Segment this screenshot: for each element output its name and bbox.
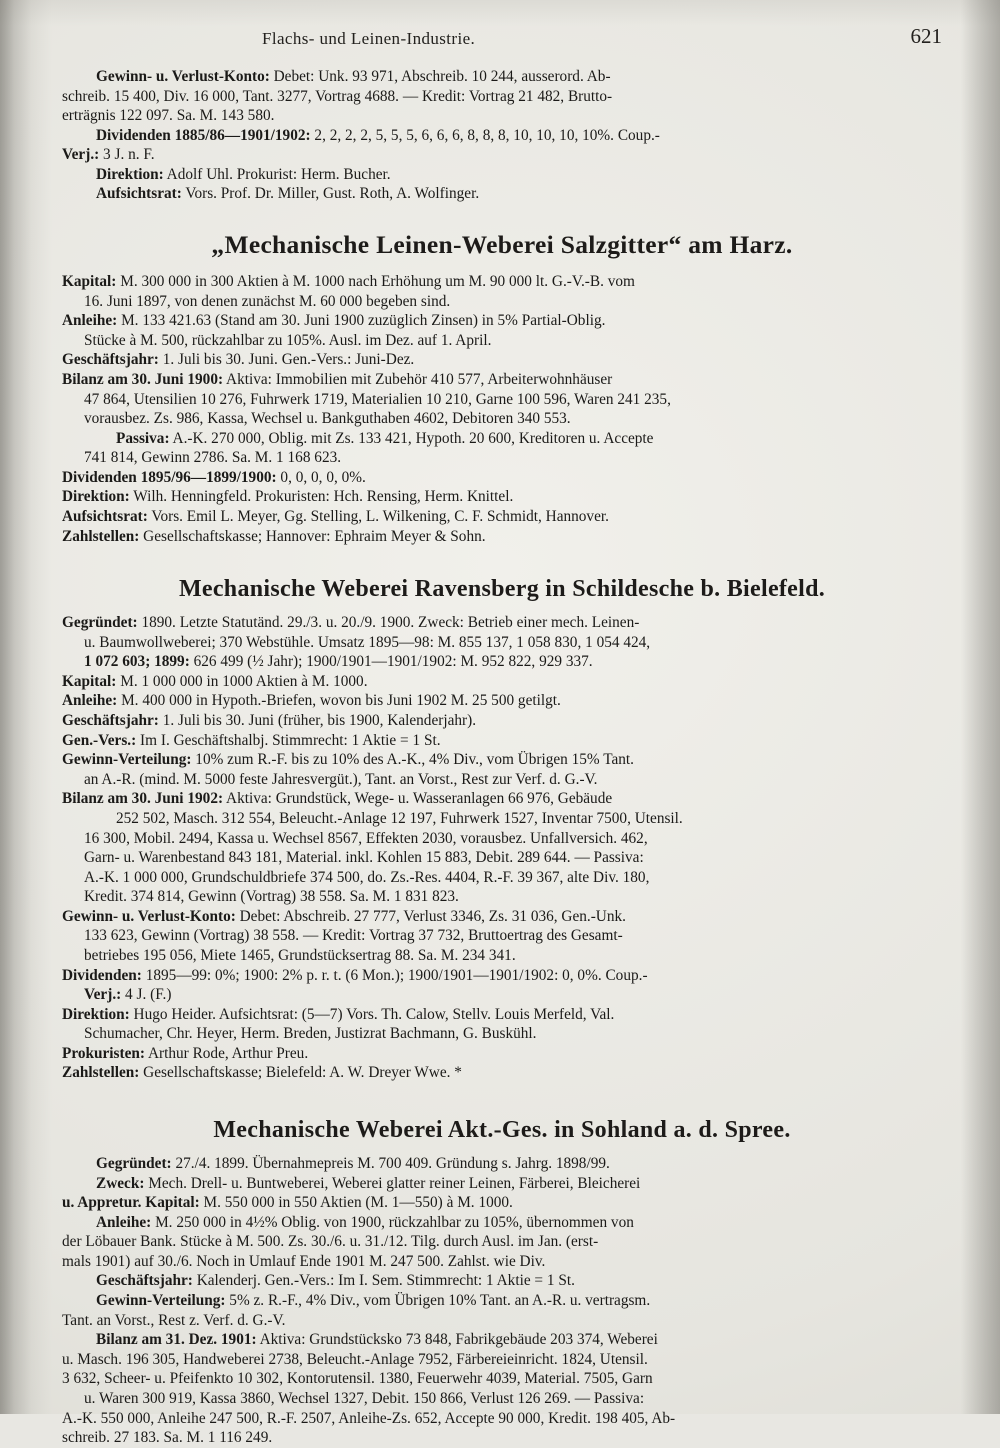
text-line: Gegründet: 1890. Letzte Statutänd. 29./3. u. 20./9. 1900. Zweck: Betrieb einer mech. Leinen- (62, 614, 640, 632)
text-line: 3 632, Scheer- u. Pfeifenkto 10 302, Kontorutensil. 1380, Feuerwehr 4039, Material. 7505, Garn (62, 1370, 653, 1388)
text-line: u. Baumwollweberei; 370 Webstühle. Umsatz 1895—98: M. 855 137, 1 058 830, 1 054 424, (84, 633, 651, 651)
company-heading-ravensberg: Mechanische Weberei Ravensberg in Schildesche b. Bielefeld. (178, 576, 826, 603)
text-line: u. Masch. 196 305, Handweberei 2738, Beleucht.-Anlage 7952, Färbereieinricht. 1824, Utensil. (62, 1350, 648, 1368)
entry-sohland (62, 1154, 942, 1448)
text-line: Tant. an Vorst., Rest z. Verf. d. G.-V. (62, 1311, 286, 1329)
text-line: Gen.-Vers.: Im I. Geschäftshalbj. Stimmrecht: 1 Aktie = 1 St. (62, 731, 441, 749)
text-line: Bilanz am 30. Juni 1902: Aktiva: Grundstück, Wege- u. Wasseranlagen 66 976, Gebäude (62, 790, 613, 808)
text-line: Geschäftsjahr: 1. Juli bis 30. Juni (früher, bis 1900, Kalenderjahr). (62, 712, 477, 730)
text-line: 16 300, Mobil. 2494, Kassa u. Wechsel 8567, Effekten 2030, vorausbez. Unfallversich. 462, (84, 829, 648, 847)
text-line: Direktion: Wilh. Henningfeld. Prokuristen: Hch. Rensing, Herm. Knittel. (62, 488, 514, 506)
text-line: 47 864, Utensilien 10 276, Fuhrwerk 1719, Materialien 10 210, Garne 100 596, Waren 241 235, (84, 390, 671, 408)
text-line: Prokuristen: Arthur Rode, Arthur Preu. (62, 1044, 309, 1062)
text-line: Anleihe: M. 400 000 in Hypoth.-Briefen, wovon bis Juni 1902 M. 25 500 getilgt. (62, 692, 561, 710)
text-line: u. Appretur. Kapital: M. 550 000 in 550 Aktien (M. 1—550) à M. 1000. (62, 1194, 513, 1212)
text-line: Zahlstellen: Gesellschaftskasse; Hannover: Ephraim Meyer & Sohn. (62, 527, 486, 545)
text-line: an A.-R. (mind. M. 5000 feste Jahresvergüt.), Tant. an Vorst., Rest zur Verf. d. G.-V. (84, 770, 598, 788)
text-line: Aufsichtsrat: Vors. Emil L. Meyer, Gg. Stelling, L. Wilkening, C. F. Schmidt, Hannover. (62, 507, 609, 525)
text-line: erträgnis 122 097. Sa. M. 143 580. (62, 107, 275, 125)
running-title: Flachs- und Leinen-Industrie. (262, 29, 476, 48)
company-heading-salzgitter: „Mechanische Leinen-Weberei Salzgitter“ am Harz. (211, 230, 793, 260)
text-line: Gewinn-Verteilung: 5% z. R.-F., 4% Div., vom Übrigen 10% Tant. an A.-R. u. vertragsm. (96, 1292, 651, 1310)
text-line: Direktion: Adolf Uhl. Prokurist: Herm. Bucher. (96, 165, 391, 183)
text-line: Geschäftsjahr: 1. Juli bis 30. Juni. Gen.-Vers.: Juni-Dez. (62, 351, 415, 369)
text-line: Gewinn- u. Verlust-Konto: Debet: Abschreib. 27 777, Verlust 3346, Zs. 31 036, Gen.-Unk. (62, 907, 626, 925)
scan-shadow-right (960, 0, 1000, 1414)
text-line: 252 502, Masch. 312 554, Beleucht.-Anlage 12 197, Fuhrwerk 1527, Inventar 7500, Utensil. (116, 809, 683, 827)
text-line: u. Waren 300 919, Kassa 3860, Wechsel 1327, Debit. 150 866, Verlust 126 269. — Passiva: (84, 1389, 645, 1407)
entry-continuation (62, 67, 942, 204)
text-line: schreib. 27 183. Sa. M. 1 116 249. (62, 1429, 273, 1447)
text-line: mals 1901) auf 30./6. Noch in Umlauf Ende 1901 M. 247 500. Zahlst. wie Div. (62, 1252, 546, 1270)
text-line: Kredit. 374 814, Gewinn (Vortrag) 38 558. Sa. M. 1 831 823. (84, 888, 459, 906)
text-line: Schumacher, Chr. Heyer, Herm. Breden, Justizrat Bachmann, G. Buskühl. (84, 1025, 537, 1043)
entry-ravensberg (62, 613, 942, 1083)
text-line: Verj.: 4 J. (F.) (84, 986, 172, 1004)
text-line: Kapital: M. 300 000 in 300 Aktien à M. 1000 nach Erhöhung um M. 90 000 lt. G.-V.-B. vom (62, 273, 635, 291)
text-line: Anleihe: M. 250 000 in 4½% Oblig. von 1900, rückzahlbar zu 105%, übernommen von (96, 1213, 634, 1231)
text-line: 16. Juni 1897, von denen zunächst M. 60 000 begeben sind. (84, 292, 451, 310)
page-number: 621 (910, 24, 942, 48)
text-line: Dividenden: 1895—99: 0%; 1900: 2% p. r. t. (6 Mon.); 1900/1901—1901/1902: 0, 0%. Coup.- (62, 966, 648, 984)
scan-shadow-left (0, 0, 52, 1414)
text-line: vorausbez. Zs. 986, Kassa, Wechsel u. Bankguthaben 4602, Debitoren 340 553. (84, 410, 571, 428)
text-line: Dividenden 1885/86—1901/1902: 2, 2, 2, 2, 5, 5, 5, 6, 6, 6, 8, 8, 8, 10, 10, 10, 10%. Coup.- (96, 126, 660, 144)
text-line: Geschäftsjahr: Kalenderj. Gen.-Vers.: Im I. Sem. Stimmrecht: 1 Aktie = 1 St. (96, 1272, 575, 1290)
page-header (62, 24, 942, 49)
text-line: 133 623, Gewinn (Vortrag) 38 558. — Kredit: Vortrag 37 732, Bruttoertrag des Gesamt- (84, 927, 623, 945)
text-line: Dividenden 1895/96—1899/1900: 0, 0, 0, 0, 0%. (62, 468, 366, 486)
text-line: Gewinn- u. Verlust-Konto: Debet: Unk. 93 971, Abschreib. 10 244, ausserord. Ab- (96, 68, 611, 85)
text-line: Bilanz am 30. Juni 1900: Aktiva: Immobilien mit Zubehör 410 577, Arbeiterwohnhäuser (62, 370, 613, 388)
text-line: Kapital: M. 1 000 000 in 1000 Aktien à M. 1000. (62, 672, 368, 690)
text-line: der Löbauer Bank. Stücke à M. 500. Zs. 30./6. u. 31./12. Tilg. durch Ausl. im Jan. (erst- (62, 1233, 599, 1251)
text-line: Gegründet: 27./4. 1899. Übernahmepreis M. 700 409. Gründung s. Jahrg. 1898/99. (96, 1155, 610, 1173)
text-line: Bilanz am 31. Dez. 1901: Aktiva: Grundstücksko 73 848, Fabrikgebäude 203 374, Weberei (96, 1331, 658, 1349)
text-line: Gewinn-Verteilung: 10% zum R.-F. bis zu 10% des A.-K., 4% Div., vom Übrigen 15% Tant. (62, 751, 635, 769)
text-line: schreib. 15 400, Div. 16 000, Tant. 3277, Vortrag 4688. — Kredit: Vortrag 21 482, Brutto- (62, 87, 613, 105)
entry-salzgitter (62, 272, 942, 546)
page-content (62, 24, 942, 1448)
text-line: Stücke à M. 500, rückzahlbar zu 105%. Ausl. im Dez. auf 1. April. (84, 331, 492, 349)
text-line: 741 814, Gewinn 2786. Sa. M. 1 168 623. (84, 449, 342, 467)
text-line: Verj.: 3 J. n. F. (62, 146, 155, 164)
text-line: A.-K. 550 000, Anleihe 247 500, R.-F. 2507, Anleihe-Zs. 652, Accepte 90 000, Kredit. 198 405, Ab- (62, 1409, 676, 1427)
text-line: Direktion: Hugo Heider. Aufsichtsrat: (5—7) Vors. Th. Calow, Stellv. Louis Merfeld, Val. (62, 1005, 615, 1023)
text-line: A.-K. 1 000 000, Grundschuldbriefe 374 500, do. Zs.-Res. 4404, R.-F. 39 367, alte Div. 180, (84, 868, 650, 886)
text-line: Anleihe: M. 133 421.63 (Stand am 30. Juni 1900 zuzüglich Zinsen) in 5% Partial-Oblig. (62, 312, 606, 330)
text-line: 1 072 603; 1899: 626 499 (½ Jahr); 1900/1901—1901/1902: M. 952 822, 929 337. (84, 653, 593, 671)
text-line: Aufsichtsrat: Vors. Prof. Dr. Miller, Gust. Roth, A. Wolfinger. (96, 185, 480, 203)
text-line: betriebes 195 056, Miete 1465, Grundstücksertrag 88. Sa. M. 234 341. (84, 946, 516, 964)
text-line: Zahlstellen: Gesellschaftskasse; Bielefeld: A. W. Dreyer Wwe. * (62, 1064, 462, 1082)
company-heading-sohland: Mechanische Weberei Akt.-Ges. in Sohland a. d. Spree. (213, 1117, 791, 1144)
text-line: Garn- u. Warenbestand 843 181, Material. inkl. Kohlen 15 883, Debit. 289 644. — Passiva: (84, 849, 644, 867)
text-line: Zweck: Mech. Drell- u. Buntweberei, Weberei glatter reiner Leinen, Färberei, Bleicherei (96, 1174, 641, 1192)
text-line: Passiva: A.-K. 270 000, Oblig. mit Zs. 133 421, Hypoth. 20 600, Kreditoren u. Accepte (116, 429, 654, 447)
